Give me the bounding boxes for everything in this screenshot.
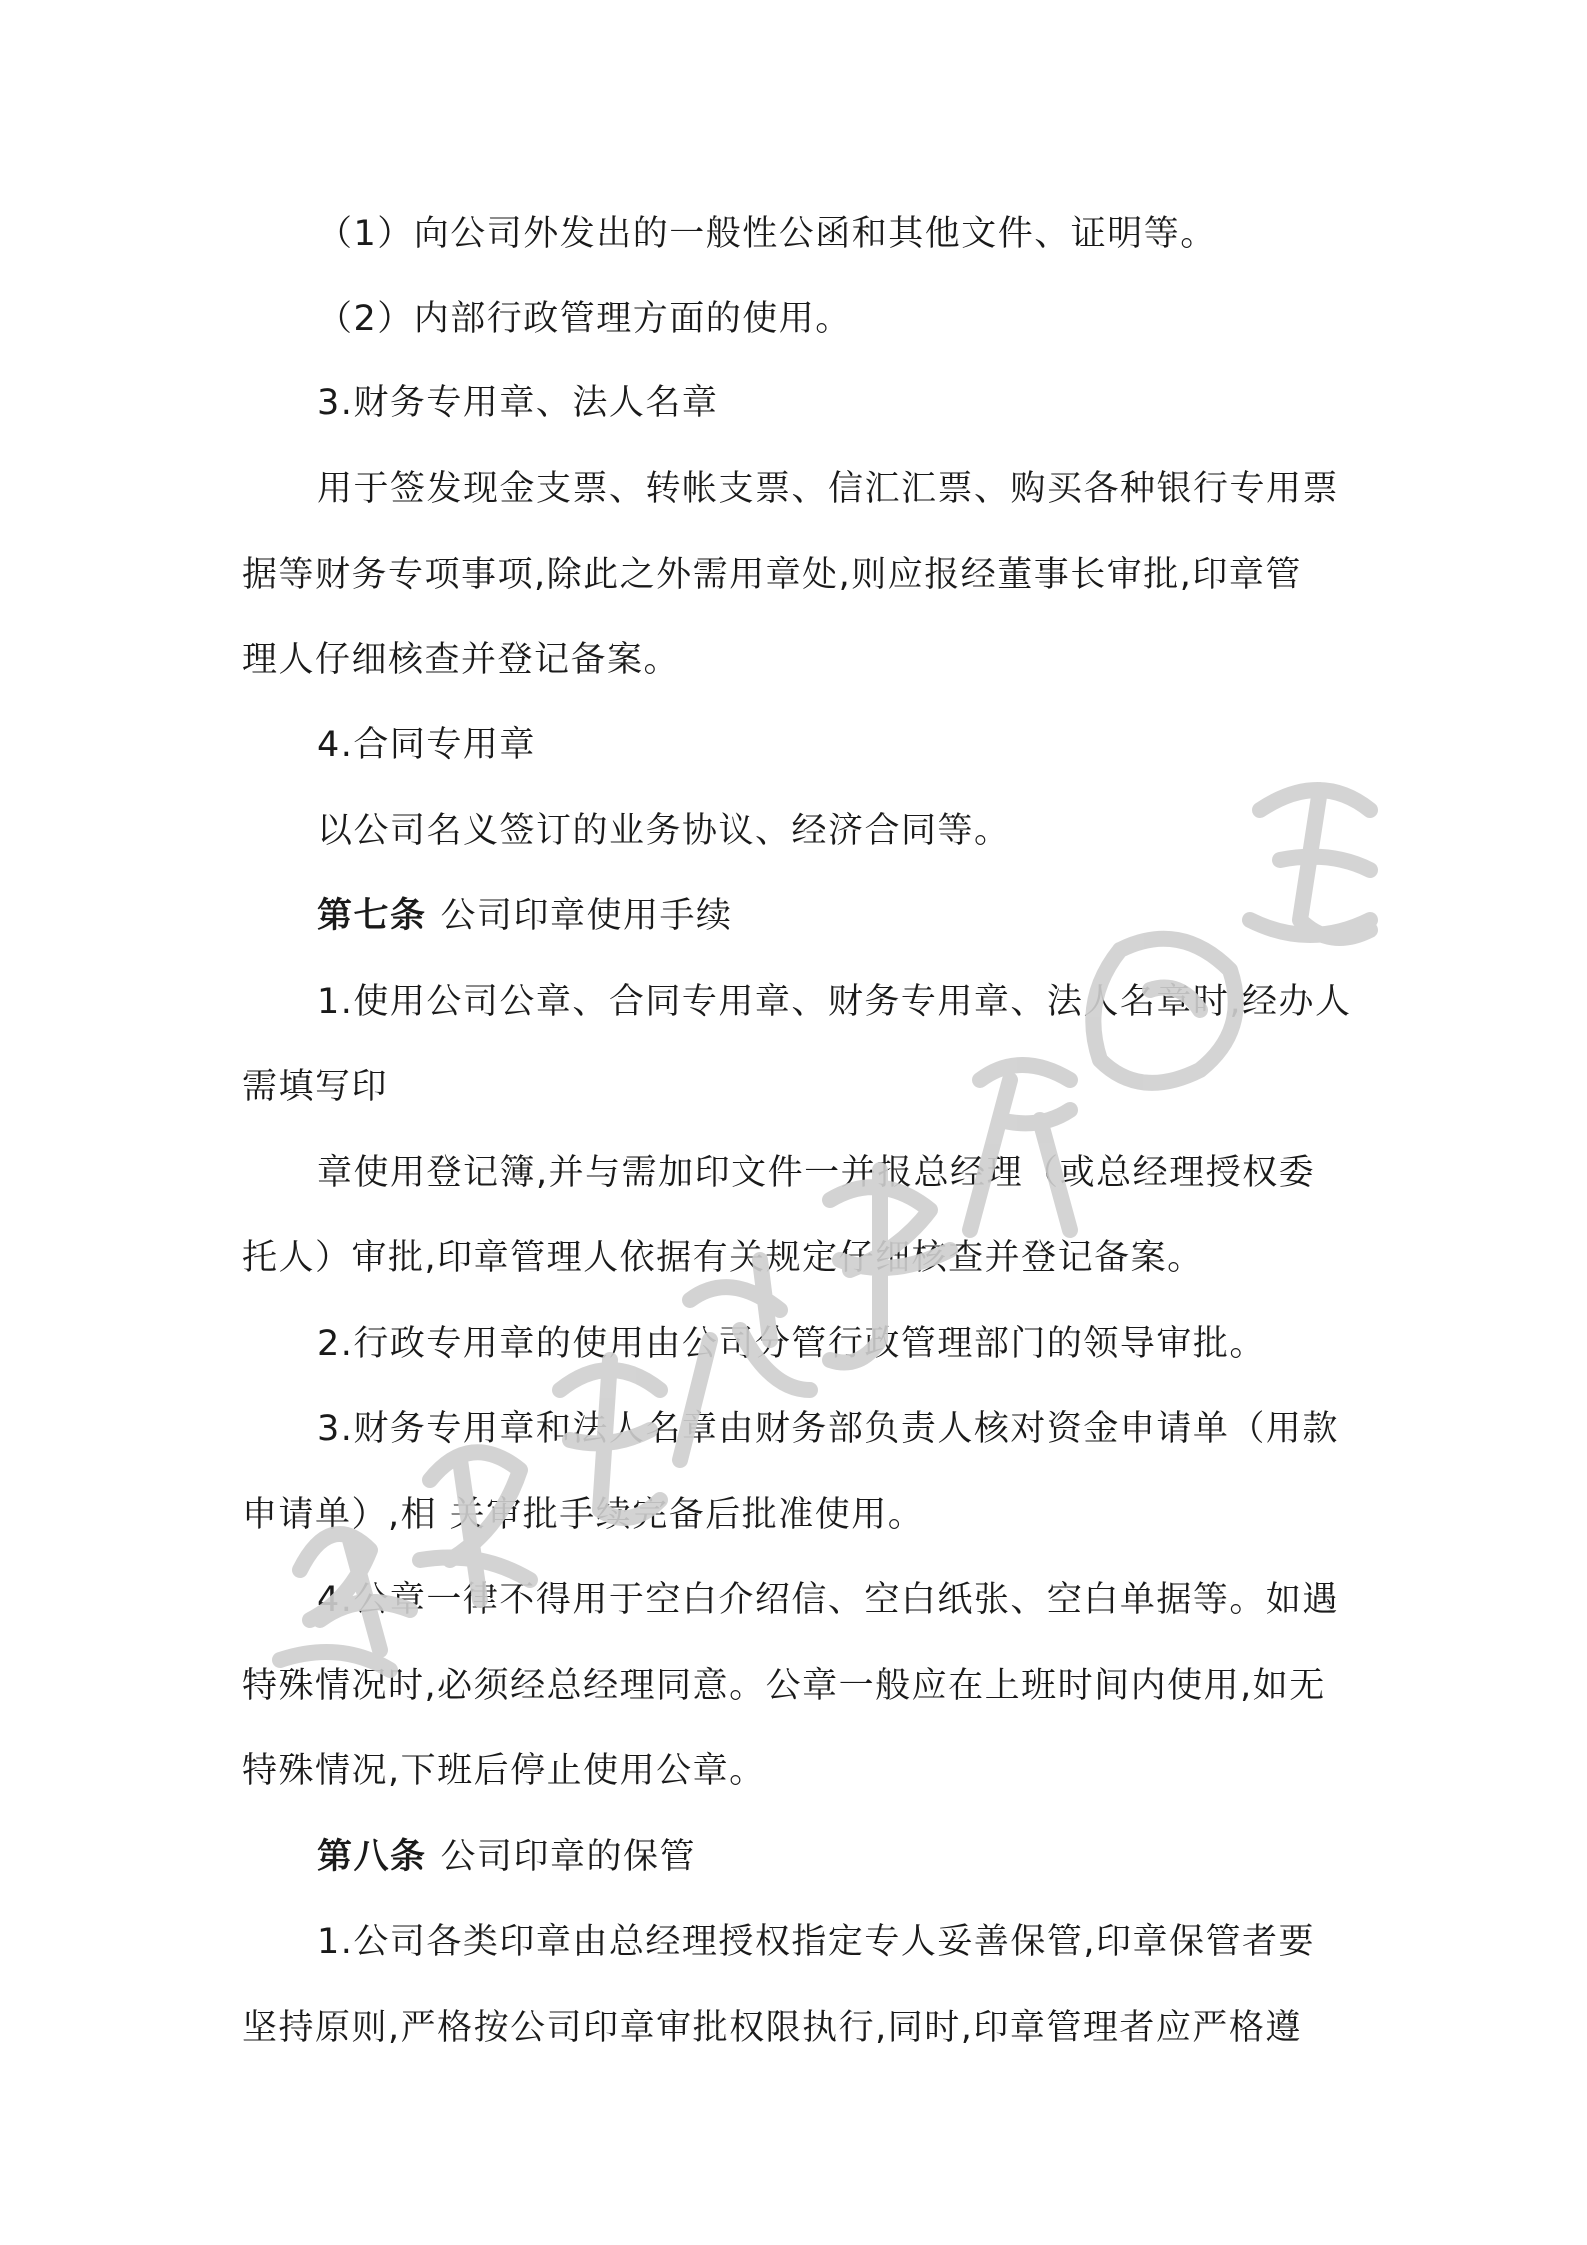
paragraph-line: 用于签发现金支票、转帐支票、信汇汇票、购买各种银行专用票 [317,469,1340,509]
paragraph-line: 4.公章一律不得用于空白介绍信、空白纸张、空白单据等。如遇 [317,1580,1339,1620]
paragraph-line: 1.使用公司公章、合同专用章、财务专用章、法人名章时,经办人 [317,982,1352,1022]
article-heading: 第七条 公司印章使用手续 [317,896,733,936]
paragraph-line: 理人仔细核查并登记备案。 [242,640,681,680]
article-number: 第八条 [317,1837,427,1877]
paragraph-line: 特殊情况时,必须经总经理同意。公章一般应在上班时间内使用,如无 [242,1666,1326,1706]
paragraph-line: 坚持原则,严格按公司印章审批权限执行,同时,印章管理者应严格遵 [242,2008,1302,2048]
paragraph-line: 托人）审批,印章管理人依据有关规定仔细核查并登记备案。 [242,1238,1204,1278]
paragraph-line: 特殊情况,下班后停止使用公章。 [242,1751,766,1791]
paragraph-line: 3.财务专用章和法人名章由财务部负责人核对资金申请单（用款 [317,1409,1339,1449]
paragraph-line: （2）内部行政管理方面的使用。 [317,299,852,339]
paragraph-line: 需填写印 [242,1067,389,1107]
paragraph-line: （1）向公司外发出的一般性公函和其他文件、证明等。 [317,214,1217,254]
paragraph-line: 4.合同专用章 [317,725,536,765]
article-heading: 第八条 公司印章的保管 [317,1837,697,1877]
article-number: 第七条 [317,896,427,936]
paragraph-line: 申请单）,相 关审批手续完备后批准使用。 [242,1495,925,1535]
paragraph-line: 章使用登记簿,并与需加印文件一并报总经理（或总经理授权委 [317,1153,1316,1193]
paragraph-line: 2.行政专用章的使用由公司分管行政管理部门的领导审批。 [317,1324,1266,1364]
paragraph-line: 3.财务专用章、法人名章 [317,383,719,423]
paragraph-line: 据等财务专项事项,除此之外需用章处,则应报经董事长审批,印章管 [242,555,1302,595]
paragraph-line: 1.公司各类印章由总经理授权指定专人妥善保管,印章保管者要 [317,1922,1316,1962]
paragraph-line: 以公司名义签订的业务协议、经济合同等。 [317,811,1011,851]
